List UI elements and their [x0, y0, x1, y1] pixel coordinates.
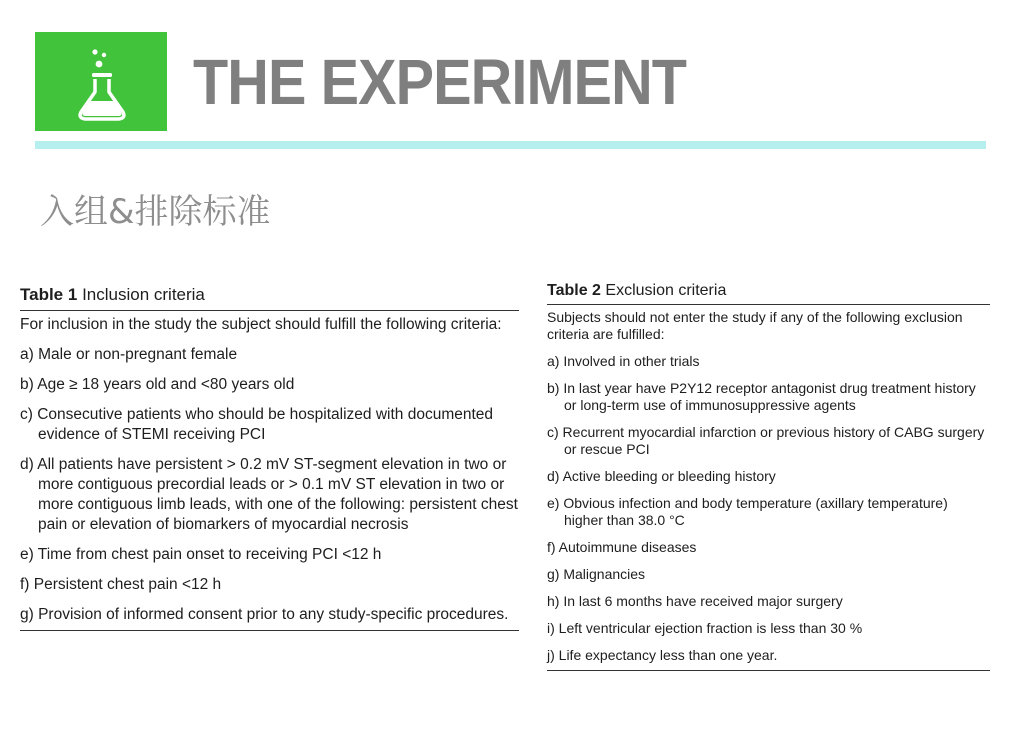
criteria-item: j) Life expectancy less than one year.	[547, 647, 778, 663]
criteria-item: f) Persistent chest pain <12 h	[20, 576, 222, 593]
table-number: Table 2	[547, 282, 601, 299]
title-underline-bar	[35, 141, 986, 149]
section-subtitle: 入组&排除标准	[40, 192, 271, 232]
criteria-item: b) In last year have P2Y12 receptor antagonist drug treatment history or long-term use of immunosuppressive agents	[547, 380, 976, 413]
criteria-item: d) All patients have persistent > 0.2 mV ST-segment elevation in two or more contiguous precordial leads or > 0.1 mV ST elevation in two or more contiguous limb leads, with one of the following: persistent chest pain or elevation of biomarkers of myocardial necrosis	[20, 456, 518, 533]
criteria-item: c) Consecutive patients who should be hospitalized with documented evidence of STEMI receiving PCI	[20, 406, 494, 443]
table-top-rule	[20, 310, 519, 311]
header-icon-box	[35, 32, 167, 131]
criteria-item: g) Provision of informed consent prior to any study-specific procedures.	[20, 606, 509, 623]
inclusion-criteria-table	[20, 283, 519, 631]
table-caption-text: Exclusion criteria	[605, 282, 727, 299]
criteria-item: d) Active bleeding or bleeding history	[547, 468, 776, 484]
table-number: Table 1	[20, 285, 78, 304]
table-intro: Subjects should not enter the study if any of the following exclusion criteria are fulfilled:	[547, 309, 963, 342]
table-caption	[547, 279, 990, 303]
table-top-rule	[547, 304, 990, 305]
exclusion-criteria-table	[547, 279, 990, 671]
table-intro: For inclusion in the study the subject should fulfill the following criteria:	[20, 316, 502, 333]
flask-icon	[35, 32, 167, 131]
criteria-item: a) Male or non-pregnant female	[20, 346, 238, 363]
criteria-item: f) Autoimmune diseases	[547, 539, 697, 555]
table-bottom-rule	[20, 630, 519, 631]
criteria-item: c) Recurrent myocardial infarction or previous history of CABG surgery or rescue PCI	[547, 424, 985, 457]
criteria-item: e) Time from chest pain onset to receiving PCI <12 h	[20, 546, 382, 563]
criteria-item: g) Malignancies	[547, 566, 646, 582]
criteria-item: a) Involved in other trials	[547, 353, 700, 369]
page-title: THE EXPERIMENT	[193, 46, 687, 118]
criteria-item: i) Left ventricular ejection fraction is less than 30 %	[547, 620, 863, 636]
table-caption	[20, 283, 519, 307]
table-bottom-rule	[547, 670, 990, 671]
criteria-item: h) In last 6 months have received major surgery	[547, 593, 843, 609]
table-caption-text: Inclusion criteria	[82, 285, 205, 304]
criteria-item: b) Age ≥ 18 years old and <80 years old	[20, 376, 295, 393]
criteria-item: e) Obvious infection and body temperature (axillary temperature) higher than 38.0 °C	[547, 495, 948, 528]
